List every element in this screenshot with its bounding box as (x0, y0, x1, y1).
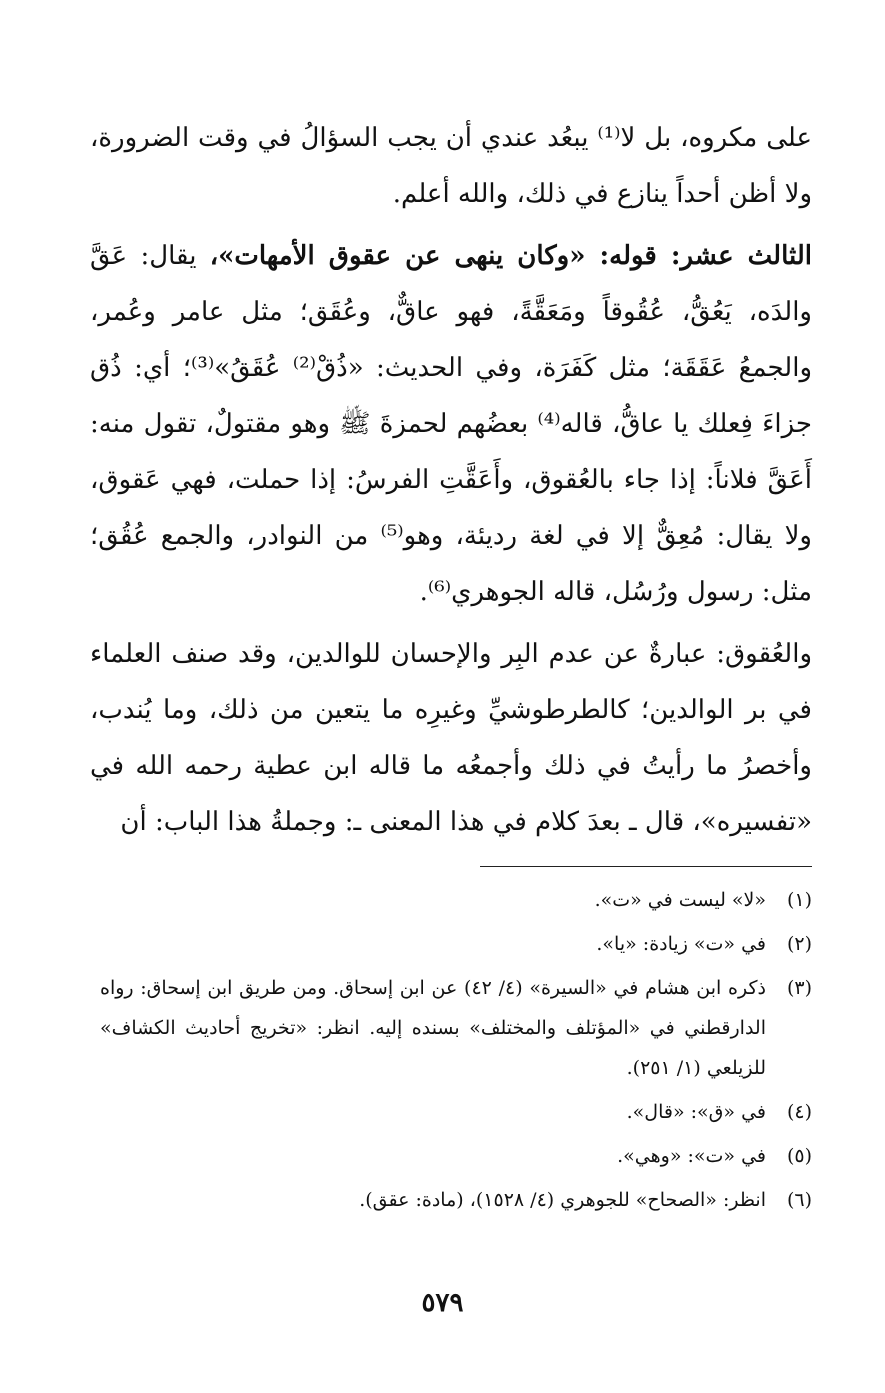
footnote-text: ذكره ابن هشام في «السيرة» (٤/ ٤٢) عن ابن إسحاق. ومن طريق ابن إسحاق: رواه الدارقطني في «المؤتلف والمختلف» بسنده إليه. انظر: «تخريج أحاديث الكشاف» للزيلعي (١/ ٢٥١). (100, 977, 766, 1079)
footnote (100, 880, 812, 920)
footnote-number: (٥) (786, 1145, 812, 1167)
paragraph-2 (90, 228, 812, 620)
page-number: ٥٧٩ (421, 1288, 464, 1318)
footnote-number: (٦) (786, 1189, 812, 1211)
footnote-text: انظر: «الصحاح» للجوهري (٤/ ١٥٢٨)، (مادة: عقق). (359, 1189, 766, 1211)
footnote-number: (١) (786, 889, 812, 911)
main-text (90, 110, 812, 856)
footnote (100, 1136, 812, 1176)
footnote (100, 968, 812, 1088)
footnote-text: في «ق»: «قال». (626, 1101, 766, 1123)
section-heading: الثالث عشر: قوله: «وكان ينهى عن عقوق الأمهات»، (209, 241, 813, 271)
footnote-text: في «ت» زيادة: «يا». (596, 933, 766, 955)
paragraph-1 (90, 110, 812, 222)
paragraph-3-text: والعُقوق: عبارةٌ عن عدم البِر والإحسان للوالدين، وقد صنف العلماء في بر الوالدين؛ كالطرطوشيِّ وغيرِه ما يتعين من ذلك، وما يُندب، وأخصرُ ما رأيتُ في ذلك وأجمعُه ما قاله ابن عطية رحمه الله في «تفسيره»، قال ـ بعدَ كلام في هذا المعنى ـ: وجملةُ هذا الباب: أن (90, 639, 812, 837)
footnote-number: (٣) (786, 977, 812, 999)
footnote (100, 1092, 812, 1132)
footnote-text: في «ت»: «وهي». (617, 1145, 766, 1167)
footnotes (100, 880, 812, 1224)
footnote (100, 924, 812, 964)
footnote-text: «لا» ليست في «ت». (594, 889, 766, 911)
paragraph-2-text: يقال: عَقَّ والدَه، يَعُقُّ، عُقُوقاً ومَعَقَّةً، فهو عاقٌّ، وعُقَق؛ مثل عامر وعُمر، والجمعُ عَقَقَة؛ مثل كَفَرَة، وفي الحديث: «ذُقْ⁽²⁾ عُقَقُ»⁽³⁾؛ أي: ذُق جزاءَ فِعلك يا عاقُّ، قاله⁽⁴⁾ بعضُهم لحمزةَ ﷺ وهو مقتولٌ، تقول منه: أَعَقَّ فلاناً: إذا جاء بالعُقوق، وأَعَقَّتِ الفرسُ: إذا حملت، فهي عَقوق، ولا يقال: مُعِقٌّ إلا في لغة رديئة، وهو⁽⁵⁾ من النوادر، والجمع عُقُق؛ مثل: رسول ورُسُل، قاله الجوهري⁽⁶⁾. (90, 241, 813, 607)
paragraph-1-text: على مكروه، بل لا⁽¹⁾ يبعُد عندي أن يجب السؤالُ في وقت الضرورة، ولا أظن أحداً ينازع في ذلك، والله أعلم. (90, 123, 812, 209)
footnote-number: (٤) (786, 1101, 812, 1123)
paragraph-3 (90, 626, 812, 850)
footnote (100, 1180, 812, 1220)
footnote-separator (480, 866, 812, 867)
footnote-number: (٢) (786, 933, 812, 955)
